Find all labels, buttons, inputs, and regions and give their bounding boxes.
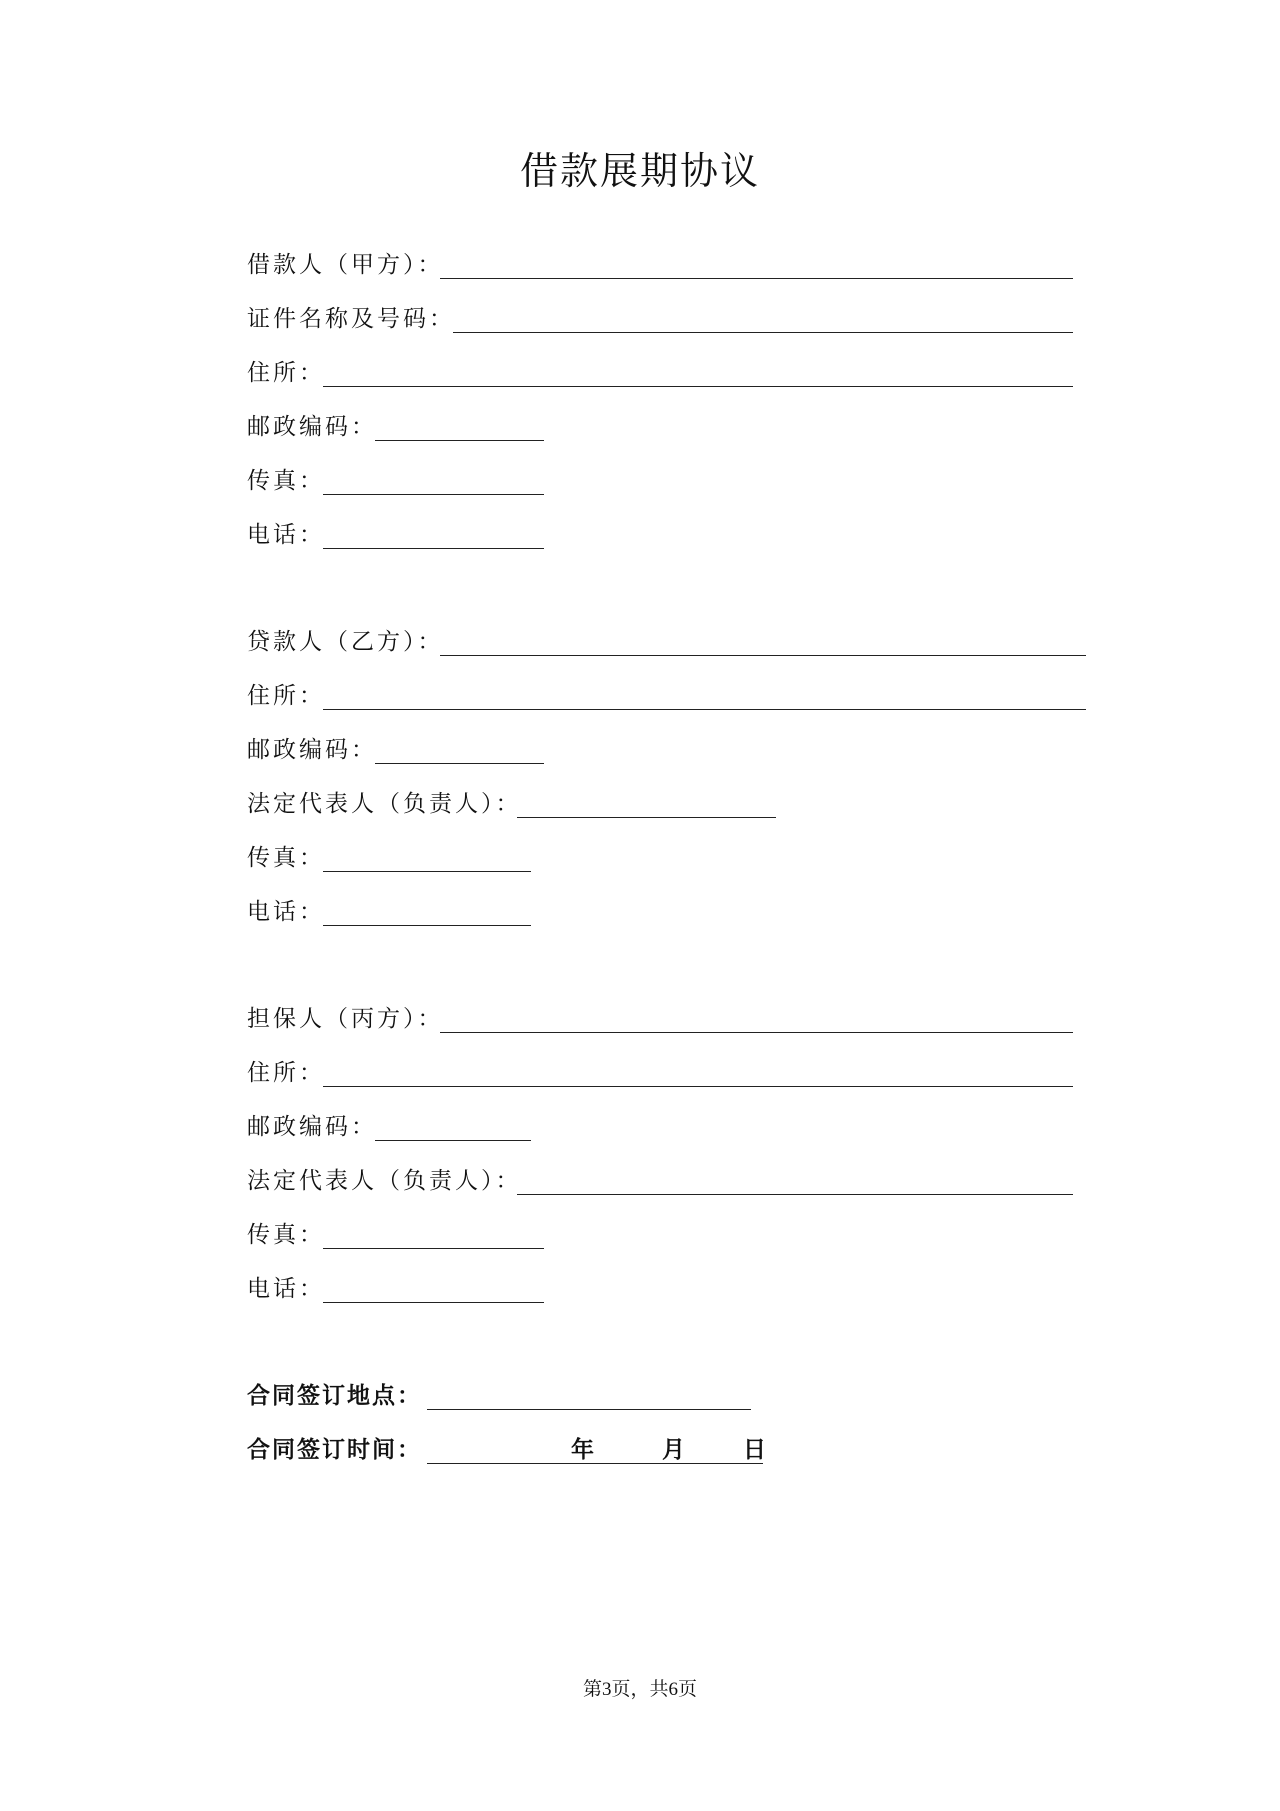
lender-phone-label: 电话： [247, 899, 325, 925]
borrower-phone-label: 电话： [247, 522, 325, 548]
guarantor-postcode-label: 邮政编码： [247, 1114, 377, 1140]
lender-representative-label: 法定代表人（负责人）： [247, 791, 522, 817]
borrower-id-blank[interactable] [453, 332, 1073, 333]
guarantor-representative-blank[interactable] [517, 1194, 1073, 1195]
guarantor-name-blank[interactable] [440, 1032, 1073, 1033]
lender-address-label: 住所： [247, 683, 325, 709]
guarantor-phone-label: 电话： [247, 1276, 325, 1302]
signing-day: 日 [743, 1436, 766, 1463]
page-footer: 第3页，共6页 [582, 1679, 697, 1700]
signing-place-label: 合同签订地点： [247, 1382, 422, 1409]
borrower-postcode-label: 邮政编码： [247, 414, 377, 440]
lender-postcode-blank[interactable] [375, 763, 544, 764]
lender-representative-blank[interactable] [517, 817, 776, 818]
guarantor-fax-blank[interactable] [323, 1248, 544, 1249]
lender-postcode-label: 邮政编码： [247, 737, 377, 763]
borrower-fax-label: 传真： [247, 468, 325, 494]
lender-name-label: 贷款人（乙方）： [247, 629, 444, 655]
borrower-name-blank[interactable] [440, 278, 1073, 279]
guarantor-fax-label: 传真： [247, 1222, 325, 1248]
borrower-postcode-blank[interactable] [375, 440, 544, 441]
guarantor-address-blank[interactable] [323, 1086, 1073, 1087]
lender-name-blank[interactable] [440, 655, 1086, 656]
borrower-address-label: 住所： [247, 360, 325, 386]
lender-fax-blank[interactable] [323, 871, 531, 872]
guarantor-name-label: 担保人（丙方）： [247, 1006, 444, 1032]
lender-fax-label: 传真： [247, 845, 325, 871]
borrower-phone-blank[interactable] [323, 548, 544, 549]
borrower-address-blank[interactable] [323, 386, 1073, 387]
borrower-name-label: 借款人（甲方）： [247, 252, 444, 278]
signing-year: 年 [571, 1436, 594, 1463]
page-title: 借款展期协议 [519, 149, 760, 193]
guarantor-phone-blank[interactable] [323, 1302, 544, 1303]
guarantor-address-label: 住所： [247, 1060, 325, 1086]
borrower-id-label: 证件名称及号码： [247, 306, 455, 332]
signing-place-blank[interactable] [427, 1409, 751, 1410]
borrower-fax-blank[interactable] [323, 494, 544, 495]
lender-address-blank[interactable] [323, 709, 1086, 710]
lender-phone-blank[interactable] [323, 925, 531, 926]
signing-month: 月 [662, 1436, 685, 1463]
signing-time-blank[interactable] [427, 1463, 763, 1464]
signing-time-label: 合同签订时间： [247, 1436, 422, 1463]
guarantor-postcode-blank[interactable] [375, 1140, 531, 1141]
guarantor-representative-label: 法定代表人（负责人）： [247, 1168, 522, 1194]
